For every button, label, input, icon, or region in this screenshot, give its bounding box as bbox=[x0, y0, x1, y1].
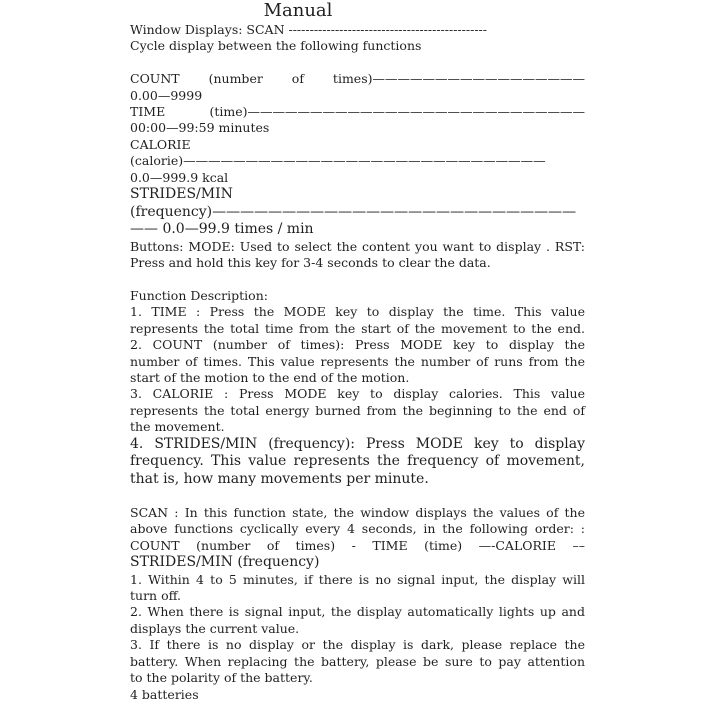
text-line: battery. When replacing the battery, please be sure to pay attention bbox=[130, 653, 585, 669]
text-line: 2. COUNT (number of times): Press MODE key to display the bbox=[130, 337, 585, 353]
text-line: above functions cyclically every 4 seconds, in the following order: : bbox=[130, 521, 585, 537]
text-line: the movement. bbox=[130, 419, 225, 435]
text-line: frequency. This value represents the frequency of movement, bbox=[130, 453, 585, 470]
text-line: Cycle display between the following functions bbox=[130, 38, 422, 54]
text-line: —— 0.0—99.9 times / min bbox=[130, 221, 314, 238]
text-line: CALORIE bbox=[130, 136, 191, 152]
text-line: Window Displays: SCAN ----------------------------------------------- bbox=[130, 22, 488, 37]
text-line: STRIDES/MIN bbox=[130, 186, 233, 203]
text-line: Press and hold this key for 3-4 seconds to clear the data. bbox=[130, 255, 491, 271]
text-line: 0.00—9999 bbox=[130, 87, 203, 103]
text-line: (calorie)————————————————————————————— bbox=[130, 153, 546, 169]
text-line: Function Description: bbox=[130, 288, 268, 304]
text-line: 1. Within 4 to 5 minutes, if there is no signal input, the display will bbox=[130, 571, 585, 587]
text-line: 1. TIME : Press the MODE key to display the time. This value bbox=[130, 304, 585, 320]
text-line: 3. CALORIE : Press MODE key to display calories. This value bbox=[130, 386, 585, 402]
text-line: start of the motion to the end of the motion. bbox=[130, 370, 410, 386]
text-line: represents the total time from the start of the movement to the end. bbox=[130, 320, 585, 336]
text-line: 4 batteries bbox=[130, 686, 199, 702]
text-line: COUNT (number of times) - TIME (time) —-CALORIE –– bbox=[130, 537, 585, 553]
text-line: COUNT (number of times)————————————————— bbox=[130, 71, 585, 87]
text-line: Buttons: MODE: Used to select the content you want to display . RST: bbox=[130, 238, 585, 254]
text-line: SCAN : In this function state, the window displays the values of the bbox=[130, 504, 585, 520]
text-line: STRIDES/MIN (frequency) bbox=[130, 554, 320, 571]
text-line: 00:00—99:59 minutes bbox=[130, 120, 270, 136]
document-lines bbox=[130, 22, 585, 703]
text-line: represents the total energy burned from the beginning to the end of bbox=[130, 402, 585, 418]
text-line: 3. If there is no display or the display is dark, please replace the bbox=[130, 637, 585, 653]
text-line: number of times. This value represents the number of runs from the bbox=[130, 353, 585, 369]
text-line: to the polarity of the battery. bbox=[130, 670, 313, 686]
text-line: that is, how many movements per minute. bbox=[130, 470, 429, 487]
text-line: (frequency)—————————————————————————— bbox=[130, 203, 577, 220]
page-title: Manual bbox=[263, 0, 333, 21]
text-line: 4. STRIDES/MIN (frequency): Press MODE key to display bbox=[130, 435, 585, 452]
text-line: TIME (time)——————————————————————————— bbox=[130, 104, 585, 120]
text-line: 0.0—999.9 kcal bbox=[130, 169, 229, 185]
text-line: displays the current value. bbox=[130, 620, 300, 636]
text-line: 2. When there is signal input, the display automatically lights up and bbox=[130, 604, 585, 620]
text-line: turn off. bbox=[130, 588, 182, 604]
